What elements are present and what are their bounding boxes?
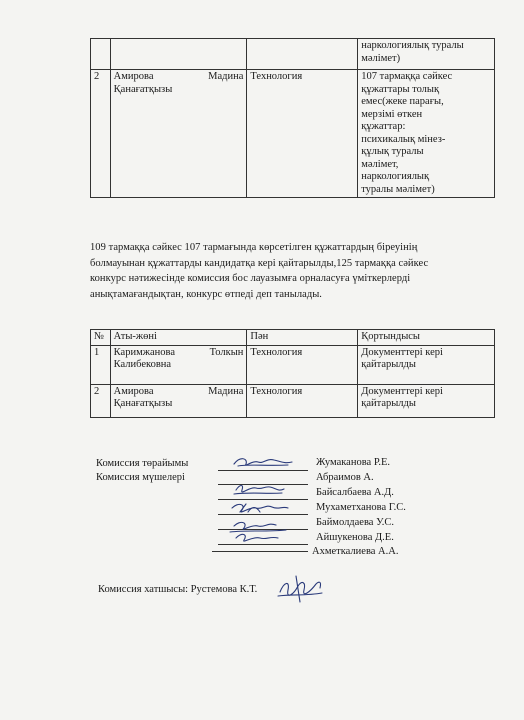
header-number: № bbox=[91, 330, 111, 346]
table-row: 1 Каримжанова Толкын Калибековна Технология Документтері кері қайтарылды bbox=[91, 345, 495, 384]
signatory-name: Мухаметханова Г.С. bbox=[316, 502, 406, 513]
results-table bbox=[90, 329, 495, 418]
applicant-name: Амирова Мадина Қанағатқызы bbox=[110, 384, 247, 417]
table-row bbox=[91, 39, 495, 70]
table-header-row bbox=[91, 330, 495, 346]
signatory-name: Абраимов А. bbox=[316, 472, 374, 483]
handwritten-signatures bbox=[226, 452, 306, 556]
header-subject: Пән bbox=[247, 330, 358, 346]
signatory-name: Айшукенова Д.Е. bbox=[316, 532, 394, 543]
table-row: 2 Амирова Мадина Қанағатқызы Технология Документтері кері қайтарылды bbox=[91, 384, 495, 417]
reason-cell: 107 тармаққа сәйкес құжаттары толық емес(жеке парағы, мерзімі өткен құжаттар: психикалық мінез- құлық туралы мәлімет, наркологиялық туралы мәлімет) bbox=[358, 70, 495, 198]
applicants-table-top bbox=[90, 38, 495, 198]
members-label: Комиссия мүшелері bbox=[96, 472, 185, 483]
applicant-name: Каримжанова Толкын Калибековна bbox=[110, 345, 247, 384]
signatory-name: Байсалбаева А.Д. bbox=[316, 487, 394, 498]
row-number: 2 bbox=[91, 70, 111, 198]
signatory-name: Баймолдаева У.С. bbox=[316, 517, 395, 528]
secretary-line: Комиссия хатшысы: Рустемова К.Т. bbox=[98, 584, 258, 595]
secretary-signature bbox=[276, 572, 326, 606]
subject-cell: Технология bbox=[247, 70, 358, 198]
applicant-name: Амирова Мадина Қанағатқызы bbox=[110, 70, 247, 198]
decision-paragraph: 109 тармаққа сәйкес 107 тармағында көрсетілген құжаттардың біреуінің болмауынан құжаттарды кандидатқа кері қайтарылды,125 тармаққа сәйкес конкурс нәтижесінде комиссия бос лауазымға орналасуға үміткерлерді анықтамағандықтан, конкурс өтпеді деп танылады. bbox=[90, 242, 429, 300]
reason-cell: наркологиялық туралы мәлімет) bbox=[358, 39, 495, 70]
header-result: Қортындысы bbox=[358, 330, 495, 346]
signatory-name: Ахметкалиева А.А. bbox=[312, 546, 399, 557]
header-name: Аты-жөні bbox=[110, 330, 247, 346]
signatory-name: Жумаканова Р.Е. bbox=[316, 457, 391, 468]
chair-label: Комиссия төрайымы bbox=[96, 458, 189, 469]
table-row bbox=[91, 70, 495, 198]
